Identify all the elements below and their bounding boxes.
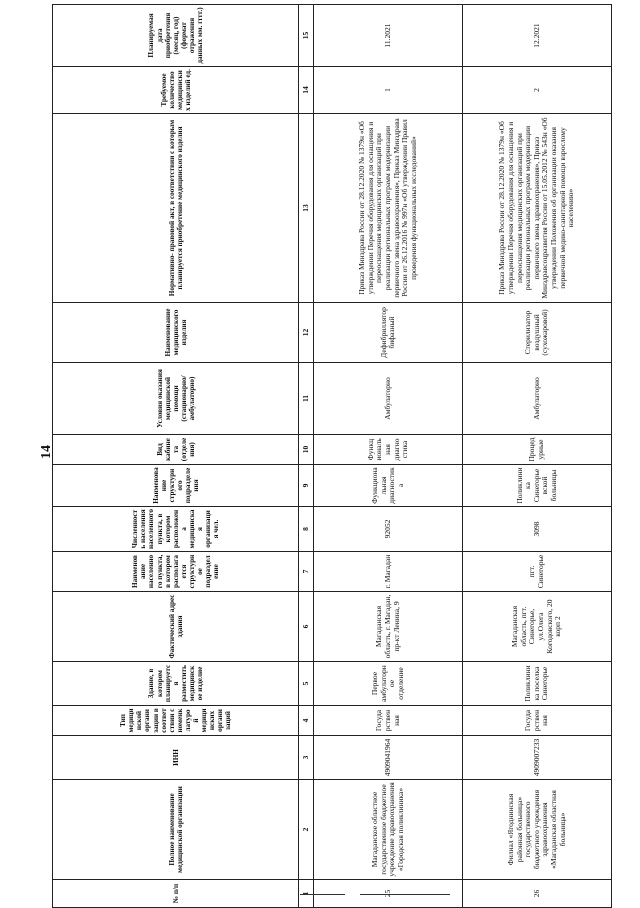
header-cell: ИНН (53, 736, 299, 780)
header-cell: Наименование медицинского изделия (53, 303, 299, 363)
quantity-cell: 1 (314, 67, 463, 114)
date-cell: 12.2021 (463, 5, 612, 67)
column-number: 2 (299, 780, 314, 880)
header-cell: Тип медицинской организации в соответствии с номенклатурой медицинских организаций (53, 706, 299, 736)
org-name-cell: Филиал «Ягоднинская районная больница» государственного бюджетного учреждения здравоохранения «Магаданская областная больница» (463, 780, 612, 880)
device-cell: Дефибриллятор бифазный (314, 303, 463, 363)
legal-act-cell: Приказ Минздрава России от 28.12.2020 № 1379н «Об утверждении Перечня оборудования для оснащения и переоснащения медицинских организаций при реализации региональных программ модернизации первичного звена здравоохранения», Приказ Минздравсоцразвития России от 15.05.2012 № 543н «Об утверждении Положения об организации оказания первичной медико-санитарной помощи взрослому населению» (463, 114, 612, 303)
legal-act-cell: Приказ Минздрава России от 28.12.2020 № 1379н «Об утверждении Перечня оборудования для оснащения и переоснащения медицинских организаций при реализации региональных программ модернизации первичного звена здравоохранения», Приказ Минздрава России от 26.12.2016 № 997н «Об утверждении Правил проведения функциональных исследований» (314, 114, 463, 303)
subdivision-cell: Поликлиника Синегорьевской больницы (463, 465, 612, 507)
header-cell: Наименование структурного подразделения (53, 465, 299, 507)
header-cell: Планируемая дата приобретения (месяц, год) (формат отражения данных мм. гггг.) (53, 5, 299, 67)
column-number: 12 (299, 303, 314, 363)
column-number: 3 (299, 736, 314, 780)
cabinet-cell: Функциональная диагностика (314, 435, 463, 465)
date-cell: 11.2021 (314, 5, 463, 67)
conditions-cell: Амбулаторно (463, 363, 612, 435)
equipment-table-wrapper (52, 5, 612, 908)
settlement-cell: пгт. Синегорье (463, 552, 612, 592)
settlement-cell: г. Магадан (314, 552, 463, 592)
row-number: 26 (463, 880, 612, 908)
column-number: 14 (299, 67, 314, 114)
header-cell: Полное наименование медицинской организации (53, 780, 299, 880)
population-cell: 3098 (463, 507, 612, 552)
table-row (314, 5, 463, 908)
inn-cell: 4909007233 (463, 736, 612, 780)
header-cell: Фактический адрес здания (53, 592, 299, 662)
header-cell: Требуемое количество медицинских изделий ед. (53, 67, 299, 114)
subdivision-cell: Функциональная диагностика (314, 465, 463, 507)
population-cell: 92052 (314, 507, 463, 552)
header-cell: Нормативно- правовой акт, в соответствии с которым планируется приобретение медицинского изделия (53, 114, 299, 303)
column-number: 13 (299, 114, 314, 303)
column-number: 10 (299, 435, 314, 465)
org-type-cell: Государственная (314, 706, 463, 736)
header-cell: Вид кабинета (отделения) (53, 435, 299, 465)
column-number-row (299, 5, 314, 908)
column-number: 8 (299, 507, 314, 552)
org-name-cell: Магаданское областное государственное бюджетное учреждение здравоохранения «Городская поликлиника» (314, 780, 463, 880)
address-cell: Магаданская область, г. Магадан, пр-кт Ленина, 9 (314, 592, 463, 662)
column-number: 15 (299, 5, 314, 67)
column-number: 6 (299, 592, 314, 662)
building-cell: Первое амбулаторное отделение (314, 662, 463, 706)
table-row (463, 5, 612, 908)
inn-cell: 4909041964 (314, 736, 463, 780)
address-cell: Магаданская область, пгт. Синегорье, ул.Олега Когодовского, 20 корп 2 (463, 592, 612, 662)
column-number: 1 (299, 880, 314, 908)
header-cell: Наименование населенного пункта, в котором располагается структурное подразделение (53, 552, 299, 592)
conditions-cell: Амбулаторно (314, 363, 463, 435)
header-cell: Условия оказания медицинской помощи (стационарно/амбулаторно) (53, 363, 299, 435)
equipment-table (52, 4, 612, 908)
page-number: 14 (39, 445, 54, 459)
column-number: 5 (299, 662, 314, 706)
row-number: 25 (314, 880, 463, 908)
building-cell: Поликлиника поселка Синегорье (463, 662, 612, 706)
header-cell: № п/п (53, 880, 299, 908)
header-cell: Здание, в котором планируется разместить медицинское изделие (53, 662, 299, 706)
cabinet-cell: Процедурные (463, 435, 612, 465)
org-type-cell: Государственная (463, 706, 612, 736)
column-number: 7 (299, 552, 314, 592)
header-cell: Численность населения населенного пункта, в котором расположена медицинская организация чел. (53, 507, 299, 552)
footer-line (360, 894, 450, 895)
quantity-cell: 2 (463, 67, 612, 114)
footer-line (300, 894, 345, 895)
device-cell: Стерилизатор воздушный (сухожаровой) (463, 303, 612, 363)
column-number: 11 (299, 363, 314, 435)
header-row (53, 5, 299, 908)
column-number: 4 (299, 706, 314, 736)
column-number: 9 (299, 465, 314, 507)
